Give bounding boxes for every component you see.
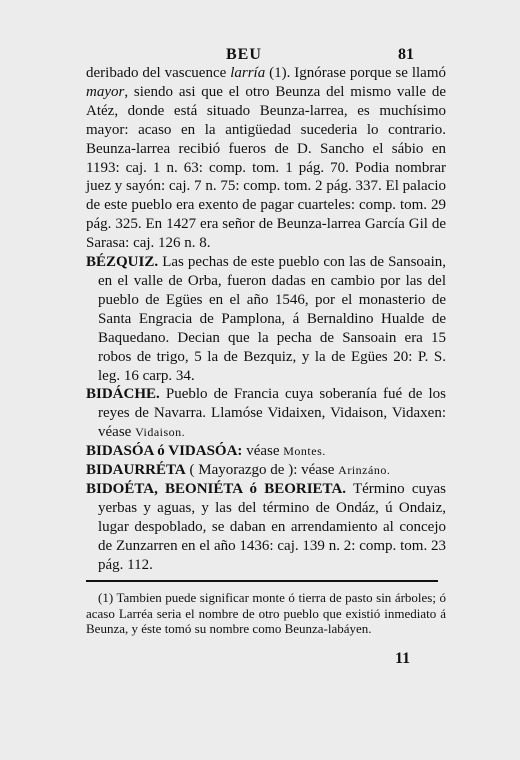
running-title: BEU [226,46,262,63]
paragraph-beunza-larrea [86,64,446,253]
headword: BIDOÉTA, BEONIÉTA ó BEORIETA. [86,480,347,497]
page-number: 81 [398,46,414,63]
text-run: (1). Ignórase porque se llamó [265,65,446,81]
signature-mark: 11 [395,650,411,667]
text-run: deribado del vascuence [86,65,231,81]
headword: BIDASÓA ó VIDASÓA: [86,443,243,460]
cross-reference: Vidaison. [135,425,186,440]
headword: BIDAURRÉTA [86,462,186,479]
italic-term: mayor [86,83,125,100]
entry-bidaurreta [86,461,446,480]
cross-reference: Arinzáno. [338,463,391,478]
footnote-rule [86,580,438,582]
cross-reference: Montes. [283,444,326,459]
main-text [86,64,446,574]
entry-bidache [86,385,446,442]
text-run: , siendo asi que el otro Beunza del mismo valle de Atéz, donde está situado Beunza-larrea, es muchísimo mayor: acaso en la antigüedad sucederia lo contrario. Beunza-larrea recibió fueros de D. Sancho el sábio en 1193: caj. 1 n. 63: comp. tom. 1 pág. 70. Podia nombrar juez y sayón: caj. 7 n. 75: comp. tom. 2 pág. 337. El palacio de este pueblo era exento de pagar cuarteles: comp. tom. 29 pág. 325. En 1427 era señor de Beunza-larrea García Gil de Sarasa: caj. 126 n. 8. [86,83,446,252]
footnote [86,590,446,637]
headword: BÉZQUIZ. [86,254,159,271]
footnote-text: (1) Tambien puede significar monte ó tierra de pasto sin árboles; ó acaso Larréa seria el nombre de otro pueblo que existió inmediato á Beunza, y éste tomó su nombre como Beunza-labáyen. [86,590,446,637]
entry-text: Las pechas de este pueblo con las de Sansoain, en el valle de Orba, fueron dadas en cambio por las del pueblo de Egües en el año 1546, por el monasterio de Santa Engracia de Pamplona, á Bernaldino Hualde de Baquedano. Decian que la pecha de Sansoain era 15 robos de trigo, 5 la de Bezquiz, y la de Egües 20: P. S. leg. 16 carp. 34. [98,254,446,384]
entry-text: ( Mayorazgo de ): véase [185,462,339,479]
entry-bidasoa [86,442,446,461]
italic-term: larría [230,65,266,81]
entry-text: Término cuyas yerbas y aguas, y las del término de Ondáz, ú Ondaiz, lugar despoblado, se daban en arrendamiento al concejo de Zunzarren en el año 1436: caj. 139 n. 2: comp. tom. 23 pág. 112. [98,480,446,573]
entry-text: Pueblo de Francia cuya soberanía fué de los reyes de Navarra. Llamóse Vidaixen, Vidaison, Vidaxen: véase [98,386,446,441]
entry-bidoeta [86,480,446,575]
headword: BIDÁCHE. [86,386,160,403]
entry-text: véase [242,443,284,460]
entry-bezquiz [86,253,446,385]
